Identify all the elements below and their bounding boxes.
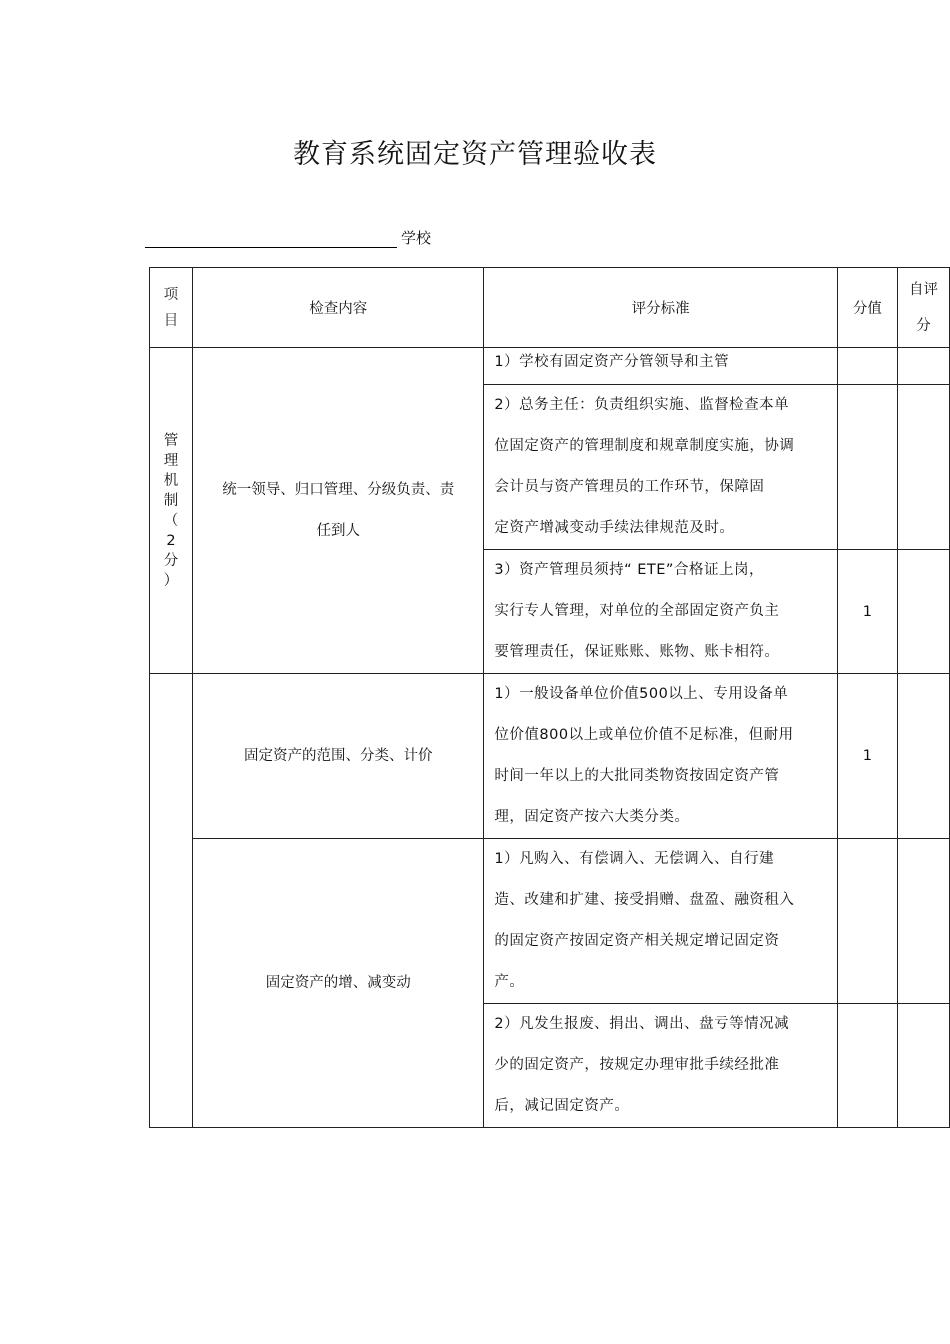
self-score-cell[interactable] [897,385,949,550]
criteria-cell [484,839,837,1004]
criteria-line: 少的固定资产，按规定办理审批手续经批准 [494,1057,780,1073]
self-score-cell[interactable] [897,348,949,385]
section-label-char: 管 [163,432,179,449]
criteria-line: 理，固定资产按六大类分类。 [494,809,690,825]
section-label-char: 理 [163,452,179,469]
criteria-line: 位价值800以上或单位价值不足标准，但耐用 [494,727,794,743]
section-label-char: （ [163,512,179,529]
acceptance-table [149,267,950,1128]
self-score-cell[interactable] [897,1004,949,1128]
criteria-cell [484,348,837,385]
self-score-cell[interactable] [897,550,949,674]
header-item-line: 项 [163,286,179,303]
criteria-line: 要管理责任，保证账账、账物、账卡相符。 [494,644,780,660]
header-score: 分值 [837,268,897,348]
section-label-char: 制 [163,492,179,509]
school-label: 学校 [401,229,432,247]
school-field [145,227,431,247]
section-label-empty [150,674,193,1128]
criteria-cell [484,550,837,674]
header-self-score-line: 自评 [908,281,938,298]
header-item [150,268,193,348]
criteria-line: 1）学校有固定资产分管领导和主管 [494,354,730,370]
header-content: 检查内容 [193,268,484,348]
criteria-line: 会计员与资产管理员的工作环节，保障固 [494,479,765,495]
score-cell: 1 [837,550,897,674]
school-name-blank[interactable] [145,230,397,248]
criteria-line: 时间一年以上的大批同类物资按固定资产管 [494,768,780,784]
table-row [150,348,950,385]
criteria-cell [484,1004,837,1128]
criteria-line: 造、改建和扩建、接受捐赠、盘盈、融资租入 [494,892,795,908]
score-cell [837,385,897,550]
score-cell [837,839,897,1004]
header-self-score [897,268,949,348]
table-header-row [150,268,950,348]
table-row [150,839,950,1004]
page-title: 教育系统固定资产管理验收表 [293,139,657,170]
section-label-char: 2 [166,532,176,549]
criteria-line: 位固定资产的管理制度和规章制度实施，协调 [494,438,795,454]
score-cell: 1 [837,674,897,839]
table-row [150,674,950,839]
score-cell [837,348,897,385]
content-line: 任到人 [316,522,360,539]
criteria-line: 的固定资产按固定资产相关规定增记固定资 [494,933,780,949]
score-cell [837,1004,897,1128]
criteria-line: 后，减记固定资产。 [494,1098,630,1114]
check-content: 固定资产的范围、分类、计价 [193,674,484,839]
criteria-line: 1）一般设备单位价值500以上、专用设备单 [494,686,789,702]
content-line: 统一领导、归口管理、分级负责、责 [222,481,455,498]
criteria-line: 3）资产管理员须持“ ETE”合格证上岗， [494,562,764,578]
criteria-cell [484,385,837,550]
criteria-line: 实行专人管理，对单位的全部固定资产负主 [494,603,780,619]
header-item-line: 目 [163,312,179,329]
self-score-cell[interactable] [897,839,949,1004]
check-content: 固定资产的增、减变动 [193,839,484,1128]
section-label-management [150,348,193,674]
criteria-line: 2）总务主任：负责组织实施、监督检查本单 [494,397,790,413]
criteria-cell [484,674,837,839]
section-label-char: 机 [163,472,179,489]
criteria-line: 产。 [494,974,525,990]
criteria-line: 定资产增减变动手续法律规范及时。 [494,520,735,536]
section-label-char: 分 [163,552,179,569]
self-score-cell[interactable] [897,674,949,839]
section-label-char: ） [163,572,179,589]
criteria-line: 2）凡发生报废、捐出、调出、盘亏等情况减 [494,1016,790,1032]
header-self-score-line: 分 [916,317,931,334]
header-criteria: 评分标准 [484,268,837,348]
criteria-line: 1）凡购入、有偿调入、无偿调入、自行建 [494,851,775,867]
check-content [193,348,484,674]
